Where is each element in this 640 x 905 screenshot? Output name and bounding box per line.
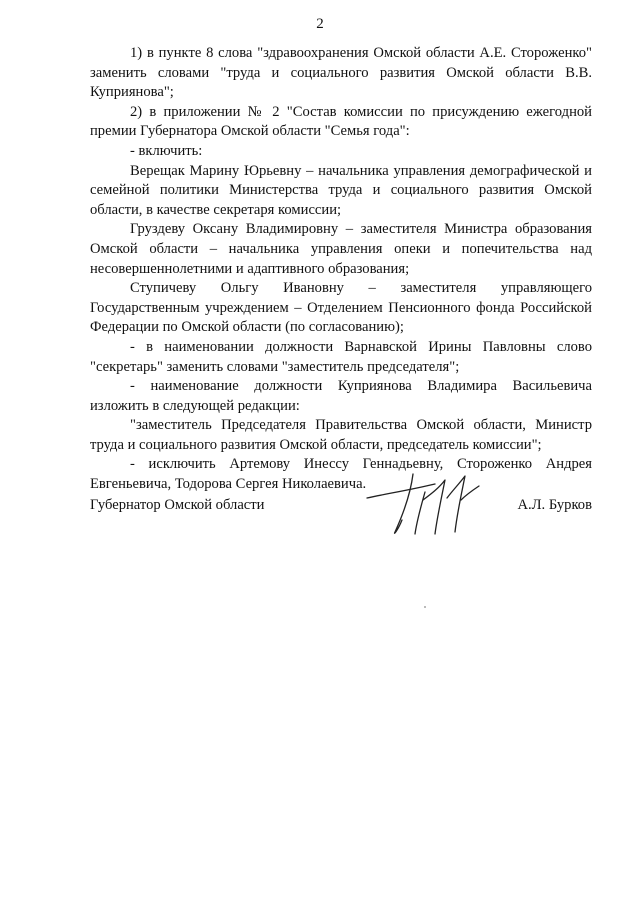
paragraph-new-title: "заместитель Председателя Правительства Омской области, Министр труда и социального развития Омской области, председатель комиссии";: [90, 417, 592, 453]
paragraph-item-1: 1) в пункте 8 слова "здравоохранения Омской области А.Е. Стороженко" заменить словами "труда и социального развития Омской области В.В. Куприянова";: [90, 45, 592, 101]
document-body: [90, 44, 592, 495]
paragraph-varnavskaya: - в наименовании должности Варнавской Ирины Павловны слово "секретарь" заменить словами "заместитель председателя";: [90, 338, 592, 375]
paragraph-stupicheva: Ступичеву Ольгу Ивановну – заместителя управляющего Государственным учреждением – Отделением Пенсионного фонда Российской Федерации по Омской области (по согласованию);: [90, 280, 592, 336]
signer-title: Губернатор Омской области: [90, 497, 265, 513]
paragraph-kupriyanov: - наименование должности Куприянова Владимира Васильевича изложить в следующей редакции:: [90, 378, 592, 414]
paragraph-include: - включить:: [130, 142, 203, 159]
page-number: 2: [316, 16, 324, 32]
paragraph-gruzdeva: Груздеву Оксану Владимировну – заместителя Министра образования Омской области – начальника управления опеки и попечительства над несовершеннолетними и адаптивного образования;: [90, 221, 592, 277]
paragraph-exclude: - исключить Артемову Инессу Геннадьевну, Стороженко Андрея Евгеньевича, Тодорова Сергея Николаевича.: [90, 456, 592, 493]
signer-name: А.Л. Бурков: [517, 497, 592, 513]
paragraph-vereshchak: Верещак Марину Юрьевну – начальника управления демографической и семейной политики Министерства труда и социального развития Омской области, в качестве секретаря комиссии;: [90, 162, 592, 218]
scan-speck: [424, 606, 426, 608]
paragraph-item-2: 2) в приложении № 2 "Состав комиссии по присуждению ежегодной премии Губернатора Омской области "Семья года":: [90, 103, 592, 140]
handwritten-signature: [365, 470, 495, 540]
